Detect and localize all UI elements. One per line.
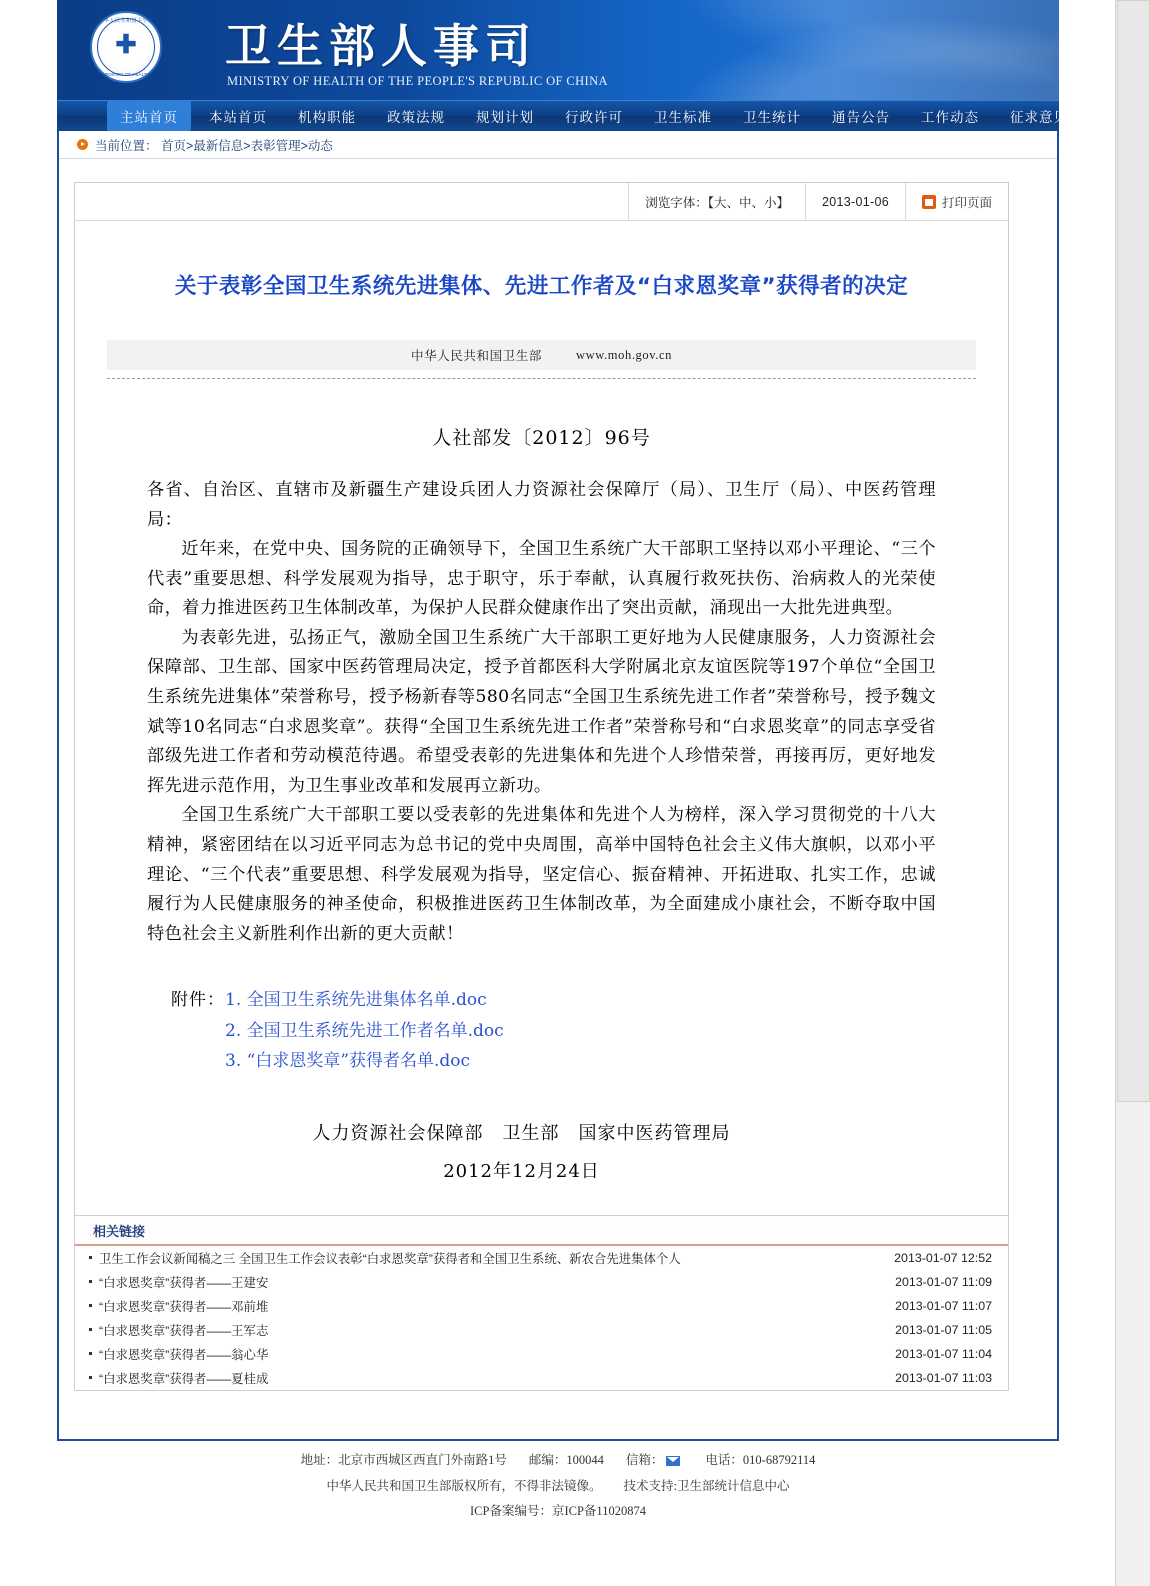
site-title: 卫生部人事司 bbox=[225, 19, 537, 73]
related-item-time: 2013-01-07 11:04 bbox=[895, 1347, 992, 1361]
print-page-button[interactable] bbox=[905, 183, 1008, 220]
related-item-time: 2013-01-07 12:52 bbox=[894, 1251, 992, 1265]
printer-icon bbox=[922, 195, 936, 209]
emblem-bottom-text: MINISTRY OF HEALTH bbox=[102, 72, 150, 77]
related-links-panel bbox=[74, 1215, 1009, 1391]
related-list-item[interactable] bbox=[75, 1366, 1008, 1390]
related-item-text[interactable]: “白求恩奖章”获得者——邓前堆 bbox=[99, 1300, 269, 1314]
nav-item-1[interactable]: 本站首页 bbox=[209, 110, 267, 125]
breadcrumb bbox=[59, 131, 1057, 159]
article-toolbar bbox=[75, 183, 1008, 221]
article-source: 中华人民共和国卫生部 bbox=[410, 349, 542, 363]
article-paragraph-2: 为表彰先进，弘扬正气，激励全国卫生系统广大干部职工更好地为人民健康服务，人力资源社会保障部、卫生部、国家中医药管理局决定，授予首都医科大学附属北京友谊医院等197个单位“全国卫生系统先进集体”荣誉称号，授予杨新春等580名同志“全国卫生系统先进工作者”荣誉称号，授予魏文斌等10名同志“白求恩奖章”。获得“全国卫生系统先进工作者”荣誉称号和“白求恩奖章”的同志享受省部级先进工作者和劳动模范待遇。希望受表彰的先进集体和先进个人珍惜荣誉，再接再厉，更好地发挥先进示范作用，为卫生事业改革和发展再立新功。 bbox=[147, 627, 936, 796]
bullet-icon bbox=[89, 1328, 92, 1331]
footer-copyright: 中华人民共和国卫生部版权所有，不得非法镜像。 bbox=[326, 1478, 602, 1493]
related-item-time: 2013-01-07 11:07 bbox=[895, 1299, 992, 1313]
attachment-link-2[interactable]: 3. “白求恩奖章”获得者名单.doc bbox=[225, 1051, 471, 1072]
print-page-label: 打印页面 bbox=[941, 195, 992, 210]
article-sign-date: 2012年12月24日 bbox=[443, 1161, 600, 1183]
article-card bbox=[74, 182, 1009, 1249]
site-footer bbox=[57, 1448, 1059, 1525]
scrollbar-thumb[interactable] bbox=[1117, 0, 1150, 1102]
footer-postcode: 邮编：100044 bbox=[528, 1453, 604, 1467]
related-item-text[interactable]: 卫生工作会议新闻稿之三 全国卫生工作会议表彰“白求恩奖章”获得者和全国卫生系统、新农合先进集体个人 bbox=[99, 1252, 681, 1266]
related-item-time: 2013-01-07 11:09 bbox=[895, 1275, 992, 1289]
nav-item-8[interactable]: 通告公告 bbox=[832, 110, 890, 125]
document-number: 人社部发〔2012〕96号 bbox=[432, 427, 651, 449]
nav-item-10[interactable]: 征求意见 bbox=[1010, 110, 1068, 125]
related-list-item[interactable] bbox=[75, 1246, 1008, 1270]
source-divider bbox=[107, 378, 976, 379]
attachments-block bbox=[171, 985, 1008, 1077]
nav-item-3[interactable]: 政策法规 bbox=[387, 110, 445, 125]
attachment-link-1[interactable]: 2. 全国卫生系统先进工作者名单.doc bbox=[225, 1020, 504, 1041]
page-scrollbar[interactable] bbox=[1115, 0, 1150, 1586]
footer-mail-label: 信箱： bbox=[625, 1453, 664, 1467]
site-header-banner bbox=[57, 0, 1059, 100]
article-body bbox=[147, 476, 936, 949]
bullet-icon bbox=[89, 1280, 92, 1283]
related-links-title: 相关链接 bbox=[75, 1216, 1008, 1246]
article-paragraph-0: 各省、自治区、直辖市及新疆生产建设兵团人力资源社会保障厅（局）、卫生厅（局）、中医药管理局： bbox=[147, 480, 936, 530]
article-paragraph-1: 近年来，在党中央、国务院的正确领导下，全国卫生系统广大干部职工坚持以邓小平理论、“三个代表”重要思想、科学发展观为指导，忠于职守，乐于奉献，认真履行救死扶伤、治病救人的光荣使命，着力推进医药卫生体制改革，为保护人民群众健康作出了突出贡献，涌现出一大批先进典型。 bbox=[147, 539, 936, 619]
footer-icp: ICP备案编号：京ICP备11020874 bbox=[470, 1504, 646, 1519]
related-item-text[interactable]: “白求恩奖章”获得者——王军志 bbox=[99, 1324, 269, 1338]
emblem-top-text: 中华人民共和国卫生部 bbox=[98, 18, 154, 24]
font-size-selector[interactable]: 浏览字体：【大、中、小】 bbox=[628, 183, 805, 220]
nav-item-4[interactable]: 规划计划 bbox=[476, 110, 534, 125]
bullet-icon bbox=[89, 1304, 92, 1307]
mail-icon[interactable] bbox=[666, 1456, 680, 1466]
site-subtitle: MINISTRY OF HEALTH OF THE PEOPLE'S REPUBLIC OF CHINA bbox=[227, 74, 608, 88]
attachment-row-0 bbox=[225, 985, 504, 1016]
related-list-item[interactable] bbox=[75, 1270, 1008, 1294]
publish-date: 2013-01-06 bbox=[805, 183, 905, 220]
article-source-bar bbox=[107, 340, 976, 370]
article-source-url[interactable]: www.moh.gov.cn bbox=[576, 347, 673, 362]
ministry-emblem-icon bbox=[90, 11, 162, 83]
footer-support: 技术支持:卫生部统计信息中心 bbox=[623, 1478, 790, 1493]
bullet-icon bbox=[89, 1256, 92, 1259]
related-item-text[interactable]: “白求恩奖章”获得者——夏桂成 bbox=[99, 1372, 269, 1386]
breadcrumb-arrow-icon bbox=[77, 139, 88, 150]
nav-item-9[interactable]: 工作动态 bbox=[921, 110, 979, 125]
nav-item-5[interactable]: 行政许可 bbox=[565, 110, 623, 125]
bullet-icon bbox=[89, 1352, 92, 1355]
related-list-item[interactable] bbox=[75, 1342, 1008, 1366]
nav-item-7[interactable]: 卫生统计 bbox=[743, 110, 801, 125]
article-signature: 人力资源社会保障部 卫生部 国家中医药管理局 bbox=[312, 1123, 731, 1145]
related-list-item[interactable] bbox=[75, 1294, 1008, 1318]
attachment-row-1 bbox=[225, 1016, 504, 1047]
article-title: 关于表彰全国卫生系统先进集体、先进工作者及“白求恩奖章”获得者的决定 bbox=[174, 274, 909, 299]
footer-address: 地址：北京市西城区西直门外南路1号 bbox=[300, 1453, 507, 1467]
attachment-link-0[interactable]: 1. 全国卫生系统先进集体名单.doc bbox=[225, 990, 487, 1011]
related-list-item[interactable] bbox=[75, 1318, 1008, 1342]
footer-phone: 电话：010-68792114 bbox=[705, 1453, 816, 1467]
related-item-time: 2013-01-07 11:03 bbox=[895, 1371, 992, 1385]
nav-item-0[interactable]: 主站首页 bbox=[107, 101, 191, 131]
nav-item-6[interactable]: 卫生标准 bbox=[654, 110, 712, 125]
related-item-time: 2013-01-07 11:05 bbox=[895, 1323, 992, 1337]
bullet-icon bbox=[89, 1376, 92, 1379]
emblem-cross-icon: ✚ bbox=[114, 31, 138, 57]
nav-item-2[interactable]: 机构职能 bbox=[298, 110, 356, 125]
breadcrumb-text: 当前位置： 首页>最新信息>表彰管理>动态 bbox=[95, 138, 333, 153]
attachments-label: 附件： bbox=[171, 990, 225, 1011]
related-item-text[interactable]: “白求恩奖章”获得者——王建安 bbox=[99, 1276, 269, 1290]
article-paragraph-3: 全国卫生系统广大干部职工要以受表彰的先进集体和先进个人为榜样，深入学习贯彻党的十八大精神，紧密团结在以习近平同志为总书记的党中央周围，高举中国特色社会主义伟大旗帜，以邓小平理论、“三个代表”重要思想、科学发展观为指导，坚定信心、振奋精神、开拓进取、扎实工作，忠诚履行为人民健康服务的神圣使命，积极推进医药卫生体制改革，为全面建成小康社会，不断夺取中国特色社会主义新胜利作出新的更大贡献！ bbox=[147, 805, 936, 944]
main-navigation bbox=[57, 100, 1068, 131]
related-item-text[interactable]: “白求恩奖章”获得者——翁心华 bbox=[99, 1348, 269, 1362]
attachment-row-2 bbox=[225, 1046, 504, 1077]
